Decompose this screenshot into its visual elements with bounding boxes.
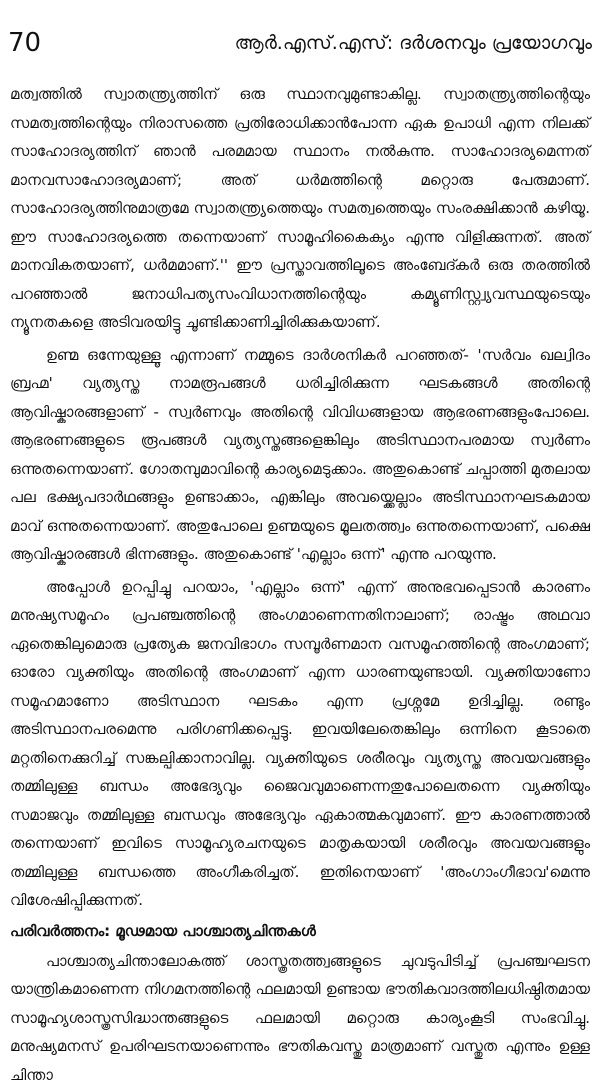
paragraph-4: പാശ്ചാത്യചിന്താലോകത്ത് ശാസ്ത്രതത്ത്വങ്ങളുടെ ചുവടുപിടിച്ച് പ്രപഞ്ചഘടന യാന്ത്രികമാണെന്ന നിഗമനത്തിന്റെ ഫലമായി ഉണ്ടായ ഭൗതികവാദത്തിലധിഷ്ഠിതമായ സാമൂഹ്യശാസ്ത്രസിദ്ധാന്തങ്ങളുടെ ഫലമായി മറ്റൊരു കാര്യംകൂടി സംഭവിച്ചു. മനുഷ്യമനസ് ഉപരിഘടനയാണെന്നും ഭൗതികവസ്തു മാത്രമാണ് വസ്തുത എന്നും ഉള്ള ചിന്താ xyxy=(10,947,590,1089)
section-heading: പരിവർത്തനം: മൂഢമായ പാശ്ചാത്യചിന്തകൾ xyxy=(10,917,590,945)
paragraph-3: അപ്പോൾ ഉറപ്പിച്ചു പറയാം, 'എല്ലാം ഒന്ന്' എന്ന് അനുഭവപ്പെടാൻ കാരണം മനുഷ്യസമൂഹം പ്രപഞ്ചത്തിന്റെ അംഗമാണെന്നതിനാലാണ്; രാഷ്ട്രം അഥവാ ഏതെങ്കിലുമൊരു പ്രത്യേക ജനവിഭാഗം സമ്പൂർണമാന വസമൂഹത്തിന്റെ അംഗമാണ്; ഓരോ വ്യക്തിയും അതിന്റെ അംഗമാണ് എന്ന ധാരണയുണ്ടായി. വ്യക്തിയാണോ സമൂഹമാണോ അടിസ്ഥാന ഘടകം എന്ന പ്രശ്നമേ ഉദിച്ചില്ല. രണ്ടും അടിസ്ഥാനപരമെന്നു പരിഗണിക്കപ്പെട്ടു. ഇവയിലേതെങ്കിലും ഒന്നിനെ കൂടാതെ മറ്റതിനെക്കുറിച്ച് സങ്കല്പിക്കാനാവില്ല. വ്യക്തിയുടെ ശരീരവും വ്യത്യസ്ത അവയവങ്ങളും തമ്മിലുള്ള ബന്ധം അഭേദ്യവും ജൈവവുമാണെന്നതുപോലെതന്നെ വ്യക്തിയും സമാജവും തമ്മിലുള്ള ബന്ധവും അഭേദ്യവും ഏകാത്മകവുമാണ്. ഈ കാരണത്താൽ തന്നെയാണ് ഇവിടെ സാമൂഹ്യരചനയുടെ മാതൃകയായി ശരീരവും അവയവങ്ങളും തമ്മിലുള്ള ബന്ധത്തെ അംഗീകരിച്ചത്. ഇതിനെയാണ് 'അംഗാംഗീഭാവ'മെന്നു വിശേഷിപ്പിക്കുന്നത്. xyxy=(10,573,590,915)
page-number: 70 xyxy=(8,28,41,58)
paragraph-1: മത്വത്തിൽ സ്വാതന്ത്ര്യത്തിന് ഒരു സ്ഥാനവുമുണ്ടാകില്ല. സ്വാതന്ത്ര്യത്തിന്റെയും സമത്വത്തിന്റെയും നിരാസത്തെ പ്രതിരോധിക്കാൻപോന്ന ഏക ഉപാധി എന്ന നിലക്ക് സാഹോദര്യത്തിന് ഞാൻ പരമമായ സ്ഥാനം നൽകുന്നു. സാഹോദര്യമെന്നത് മാനവസാഹോദര്യമാണ്; അത് ധർമത്തിന്റെ മറ്റൊരു പേരുമാണ്. സാഹോദര്യത്തിനുമാത്രമേ സ്വാതന്ത്ര്യത്തെയും സമത്വത്തെയും സംരക്ഷിക്കാൻ കഴിയൂ. ഈ സാഹോദര്യത്തെ തന്നെയാണ് സാമൂഹികൈക്യം എന്നു വിളിക്കുന്നത്. അത് മാനവികതയാണ്, ധർമമാണ്.'' ഈ പ്രസ്താവത്തിലൂടെ അംബേദ്കർ ഒരു തരത്തിൽ പറഞ്ഞാൽ ജനാധിപത്യസംവിധാനത്തിന്റെയും കമ്യൂണിസ്റ്റ്വ്യവസ്ഥയുടെയും ന്യൂനതകളെ അടിവരയിട്ടു ചൂണ്ടിക്കാണിച്ചിരിക്കുകയാണ്. xyxy=(10,80,590,337)
paragraph-2: ഉണ്മ ഒന്നേയുള്ളൂ എന്നാണ് നമ്മുടെ ദാർശനികർ പറഞ്ഞത്- 'സർവം ഖല്വിദം ബ്രഹ്മ' വ്യത്യസ്ത നാമരൂപങ്ങൾ ധരിച്ചിരിക്കുന്ന ഘടകങ്ങൾ അതിന്റെ ആവിഷ്കാരങ്ങളാണ് - സ്വർണവും അതിന്റെ വിവിധങ്ങളായ ആഭരണങ്ങളുംപോലെ. ആഭരണങ്ങളുടെ രൂപങ്ങൾ വ്യത്യസ്തങ്ങളെങ്കിലും അടിസ്ഥാനപരമായ സ്വർണം ഒന്നുതന്നെയാണ്. ഗോതമ്പുമാവിന്റെ കാര്യമെടുക്കാം. അതുകൊണ്ട് ചപ്പാത്തി മുതലായ പല ഭക്ഷ്യപദാർഥങ്ങളും ഉണ്ടാക്കാം, എങ്കിലും അവയ്ക്കെല്ലാം അടിസ്ഥാനഘടകമായ മാവ് ഒന്നുതന്നെയാണ്. അതുപോലെ ഉണ്മയുടെ മൂലതത്ത്വം ഒന്നുതന്നെയാണ്, പക്ഷെ ആവിഷ്കാരങ്ങൾ ഭിന്നങ്ങളും. അതുകൊണ്ട് 'എല്ലാം ഒന്ന്' എന്നു പറയുന്നു. xyxy=(10,341,590,569)
running-title: ആർ.എസ്.എസ്: ദർശനവും പ്രയോഗവും xyxy=(235,32,592,54)
page-header xyxy=(8,28,592,68)
page-body xyxy=(10,80,590,1089)
